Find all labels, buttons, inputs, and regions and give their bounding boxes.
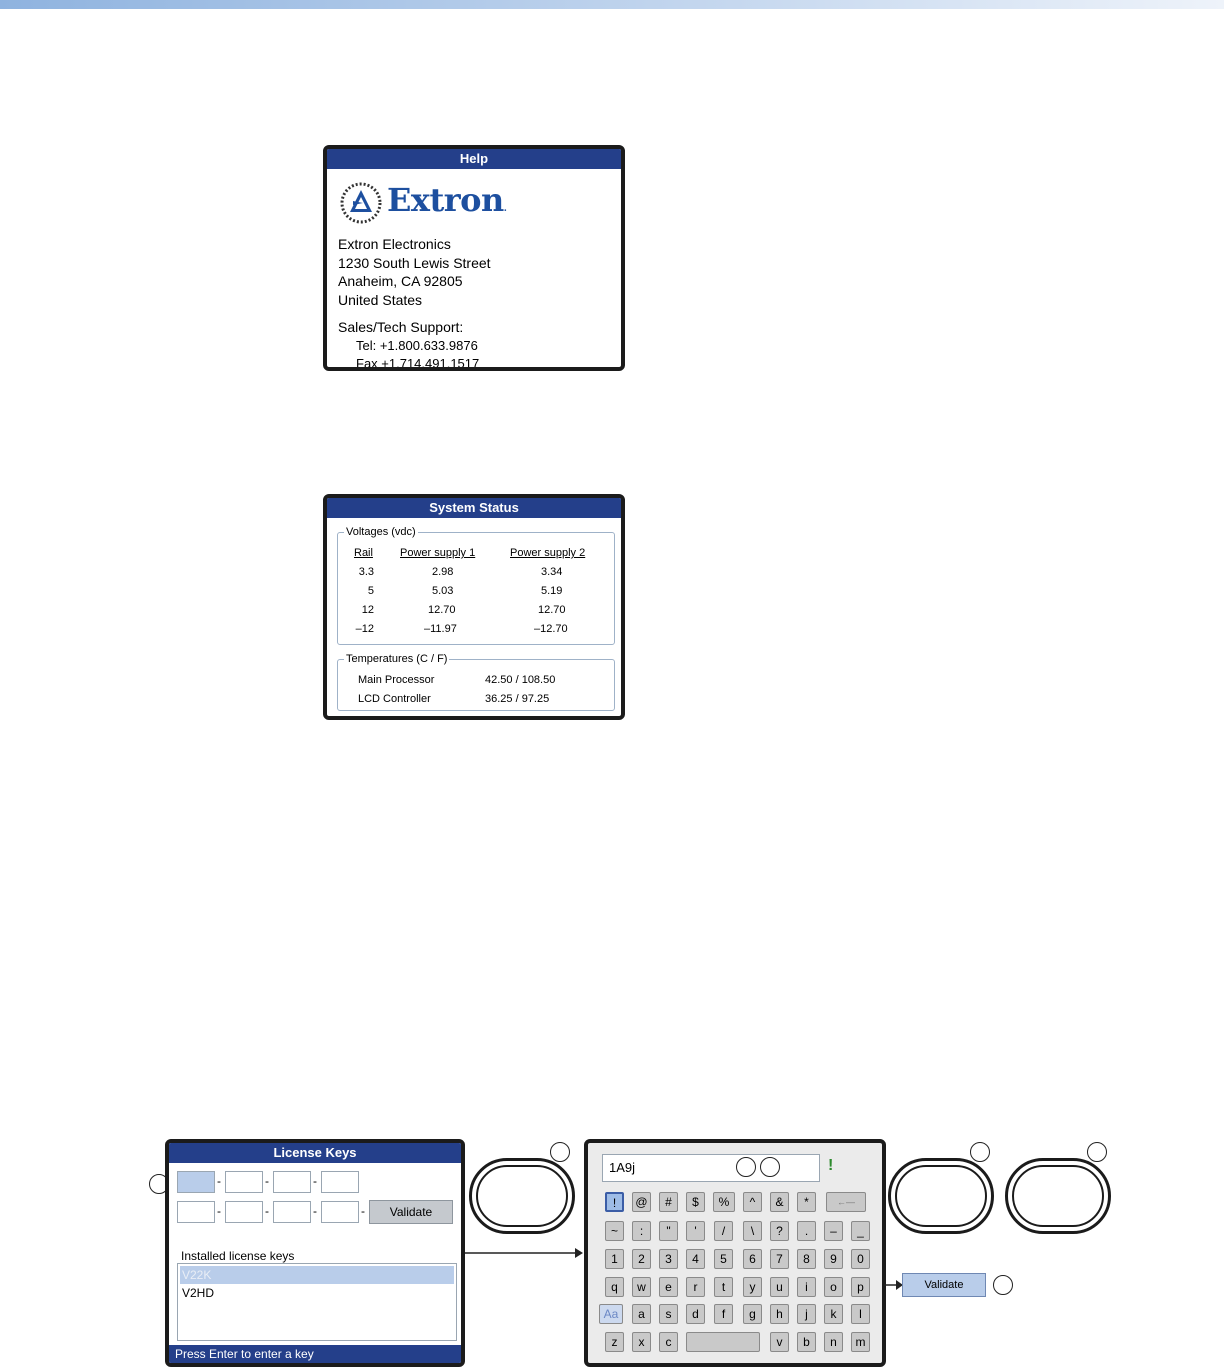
license-key-field[interactable] (225, 1201, 263, 1223)
license-key-field[interactable] (225, 1171, 263, 1193)
help-contact-info (338, 235, 491, 371)
rail-value: 12 (361, 604, 374, 616)
key[interactable]: # (659, 1192, 678, 1212)
key[interactable]: ' (686, 1221, 705, 1241)
key[interactable]: 3 (659, 1249, 678, 1269)
installed-keys-list[interactable] (177, 1263, 457, 1341)
callout-marker (736, 1157, 756, 1177)
key[interactable]: s (659, 1304, 678, 1324)
temp-label: Main Processor (358, 674, 435, 686)
support-fax: Fax +1.714.491.1517 (356, 356, 480, 371)
country: United States (338, 291, 423, 308)
key[interactable]: " (659, 1221, 678, 1241)
street-address: 1230 South Lewis Street (338, 254, 491, 271)
key[interactable]: q (605, 1277, 624, 1297)
key[interactable]: – (824, 1221, 843, 1241)
validate-arrow (884, 1278, 904, 1292)
license-key-field[interactable] (177, 1201, 215, 1223)
temp-value: 36.25 / 97.25 (485, 693, 550, 705)
key-entry-field[interactable]: 1A9j (602, 1154, 820, 1182)
ps2-value: 12.70 (538, 604, 566, 616)
key[interactable]: / (714, 1221, 733, 1241)
callout-marker (993, 1275, 1013, 1295)
installed-keys-label: Installed license keys (181, 1249, 295, 1263)
validate-button[interactable]: Validate (369, 1200, 453, 1224)
header-ps1: Power supply 1 (400, 547, 476, 559)
key[interactable]: 4 (686, 1249, 705, 1269)
rail-value: 5 (367, 585, 374, 597)
flow-arrow (465, 1246, 583, 1260)
company-name: Extron Electronics (338, 236, 451, 252)
callout-marker (550, 1142, 570, 1162)
key[interactable]: c (659, 1332, 678, 1352)
extron-wordmark: Extron. (387, 181, 507, 219)
key[interactable]: t (714, 1277, 733, 1297)
ps2-value: 3.34 (541, 566, 563, 578)
key-dash: - (361, 1204, 365, 1218)
list-item[interactable]: V2HD (182, 1286, 215, 1300)
key[interactable]: 1 (605, 1249, 624, 1269)
adjust-knob-button[interactable] (888, 1158, 994, 1234)
key[interactable]: 2 (632, 1249, 651, 1269)
key[interactable]: * (797, 1192, 816, 1212)
key[interactable]: ~ (605, 1221, 624, 1241)
key[interactable]: o (824, 1277, 843, 1297)
header-rail: Rail (354, 547, 373, 559)
key[interactable]: 0 (851, 1249, 870, 1269)
extron-seal-icon (339, 181, 383, 225)
key[interactable]: y (743, 1277, 762, 1297)
key-dash: - (313, 1204, 317, 1218)
key-dash: - (217, 1174, 221, 1188)
key[interactable]: v (770, 1332, 789, 1352)
key-dash: - (217, 1204, 221, 1218)
key[interactable]: b (797, 1332, 816, 1352)
support-tel: Tel: +1.800.633.9876 (356, 337, 478, 353)
key[interactable]: @ (632, 1192, 651, 1212)
callout-marker (1087, 1142, 1107, 1162)
key[interactable]: d (686, 1304, 705, 1324)
key[interactable]: e (659, 1277, 678, 1297)
key[interactable]: 6 (743, 1249, 762, 1269)
license-key-field[interactable] (273, 1201, 311, 1223)
key[interactable]: a (632, 1304, 651, 1324)
key[interactable]: k (824, 1304, 843, 1324)
key[interactable]: x (632, 1332, 651, 1352)
space-key[interactable] (686, 1332, 760, 1352)
key[interactable]: 7 (770, 1249, 789, 1269)
key[interactable]: h (770, 1304, 789, 1324)
key[interactable]: 8 (797, 1249, 816, 1269)
license-keys-panel (165, 1139, 465, 1367)
extron-logo (339, 181, 509, 225)
entry-status-indicator: ! (828, 1157, 834, 1174)
key[interactable]: f (714, 1304, 733, 1324)
key[interactable]: m (851, 1332, 870, 1352)
key[interactable]: l (851, 1304, 870, 1324)
license-status-bar: Press Enter to enter a key (169, 1345, 461, 1363)
key[interactable]: u (770, 1277, 789, 1297)
key[interactable]: $ (686, 1192, 705, 1212)
key[interactable]: 9 (824, 1249, 843, 1269)
list-item[interactable]: V22K (180, 1266, 454, 1284)
key[interactable]: n (824, 1332, 843, 1352)
key[interactable]: g (743, 1304, 762, 1324)
key[interactable]: p (851, 1277, 870, 1297)
key[interactable]: \ (743, 1221, 762, 1241)
header-ps2: Power supply 2 (510, 547, 586, 559)
rail-value: –12 (355, 623, 374, 635)
system-status-title: System Status (327, 498, 621, 518)
ps1-value: –11.97 (424, 623, 457, 635)
license-key-field[interactable] (321, 1171, 359, 1193)
key[interactable]: : (632, 1221, 651, 1241)
license-key-field[interactable] (273, 1171, 311, 1193)
key-dash: - (265, 1204, 269, 1218)
callout-marker (970, 1142, 990, 1162)
key[interactable]: 5 (714, 1249, 733, 1269)
temperatures-group (337, 653, 615, 711)
license-key-field[interactable] (321, 1201, 359, 1223)
temp-value: 42.50 / 108.50 (485, 674, 556, 686)
ps2-value: 5.19 (541, 585, 563, 597)
system-status-panel (323, 494, 625, 720)
ps1-value: 12.70 (428, 604, 456, 616)
temperatures-label: Temperatures (C / F) (346, 653, 448, 665)
key[interactable]: _ (851, 1221, 870, 1241)
key-dash: - (265, 1174, 269, 1188)
enter-button[interactable] (469, 1158, 575, 1234)
city-address: Anaheim, CA 92805 (338, 273, 463, 289)
key[interactable]: w (632, 1277, 651, 1297)
ps1-value: 5.03 (432, 585, 454, 597)
callout-marker (760, 1157, 780, 1177)
rail-value: 3.3 (358, 566, 374, 578)
key[interactable]: & (770, 1192, 789, 1212)
voltages-group (337, 526, 615, 645)
backspace-key[interactable]: ←— (826, 1192, 866, 1212)
license-keys-title: License Keys (169, 1143, 461, 1163)
ps1-value: 2.98 (432, 566, 454, 578)
key[interactable]: z (605, 1332, 624, 1352)
temp-label: LCD Controller (358, 693, 431, 705)
voltages-label: Voltages (vdc) (346, 526, 416, 538)
navigate-knob-button[interactable] (1005, 1158, 1111, 1234)
key-dash: - (313, 1174, 317, 1188)
keyboard-panel (584, 1139, 886, 1367)
key[interactable]: ? (770, 1221, 789, 1241)
key[interactable]: . (797, 1221, 816, 1241)
case-toggle-key[interactable]: Aa (599, 1304, 623, 1324)
key[interactable]: ^ (743, 1192, 762, 1212)
ps2-value: –12.70 (534, 623, 568, 635)
help-panel (323, 145, 625, 371)
key[interactable]: j (797, 1304, 816, 1324)
key[interactable]: r (686, 1277, 705, 1297)
help-title: Help (327, 149, 621, 169)
license-key-field[interactable] (177, 1171, 215, 1193)
support-label: Sales/Tech Support: (338, 319, 464, 335)
page-header-bar (0, 0, 1224, 9)
key[interactable]: % (713, 1192, 735, 1212)
validate-button-highlighted[interactable]: Validate (902, 1273, 986, 1297)
key[interactable]: ! (605, 1192, 624, 1212)
key[interactable]: i (797, 1277, 816, 1297)
